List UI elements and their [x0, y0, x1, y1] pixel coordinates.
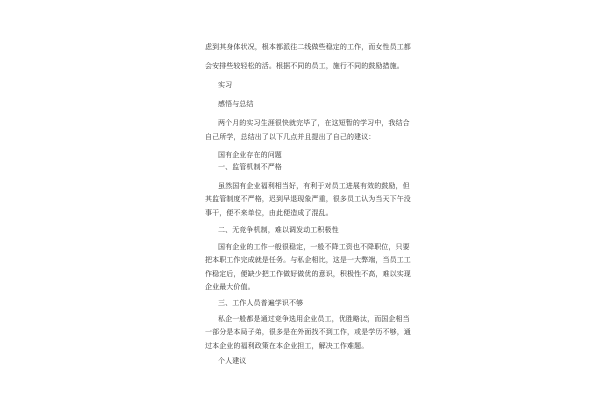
- paragraph-line: 作稳定后，便缺少把工作做好做优的意识，积极性不高，难以实现: [205, 270, 411, 278]
- section-heading: 实习: [218, 81, 233, 89]
- subsection-heading: 三、工作人员普遍学识不够: [218, 299, 304, 307]
- section-heading: 国有企业存在的问题: [218, 151, 282, 159]
- paragraph-line: 两个月的实习生涯很快就完毕了，在这短暂的学习中，我结合: [218, 119, 410, 127]
- subsection-heading: 二、无竞争机制，难以调发动工积极性: [218, 226, 339, 234]
- paragraph-line: 企业最大价值。: [205, 283, 255, 291]
- paragraph-line: 私企一般都是通过竞争选用企业员工，优胜略汰，而国企相当: [218, 315, 410, 323]
- paragraph-line: 其监管制度不严格，迟到早退现象严重，很多员工认为当天下午没: [205, 195, 411, 203]
- paragraph-line: 自己所学，总结出了以下几点并且提出了自己的建议：: [205, 133, 376, 141]
- paragraph-line: 过本企业的福利政策在本企业担工，解决工作难题。: [205, 342, 369, 350]
- section-heading: 感悟与总结: [218, 100, 254, 108]
- paragraph-line: 国有企业的工作一般很稳定，一般不降工资也不降职位，只要: [218, 243, 410, 251]
- paragraph-line: 会安排些较轻松的活。根据不同的员工，施行不同的鼓励措施。: [205, 62, 404, 70]
- paragraph-line: 把本职工作完成就是任务。与私企相比，这是一大弊端，当员工工: [205, 256, 411, 264]
- section-heading: 个人建议: [218, 357, 247, 365]
- paragraph-line: 虑到其身体状况，根本都派往二线做些稳定的工作，而女性员工都: [205, 43, 411, 51]
- paragraph-line: 虽然国有企业福利相当好，有利于对员工进展有效的鼓励，但: [218, 182, 410, 190]
- paragraph-line: 事干，便不来单位，由此便造成了混乱。: [205, 209, 333, 217]
- subsection-heading: 一、监管机制不严格: [218, 163, 282, 171]
- paragraph-line: 一部分是本局子弟，很多是在外面找不到工作，或是学历不够，通: [205, 328, 411, 336]
